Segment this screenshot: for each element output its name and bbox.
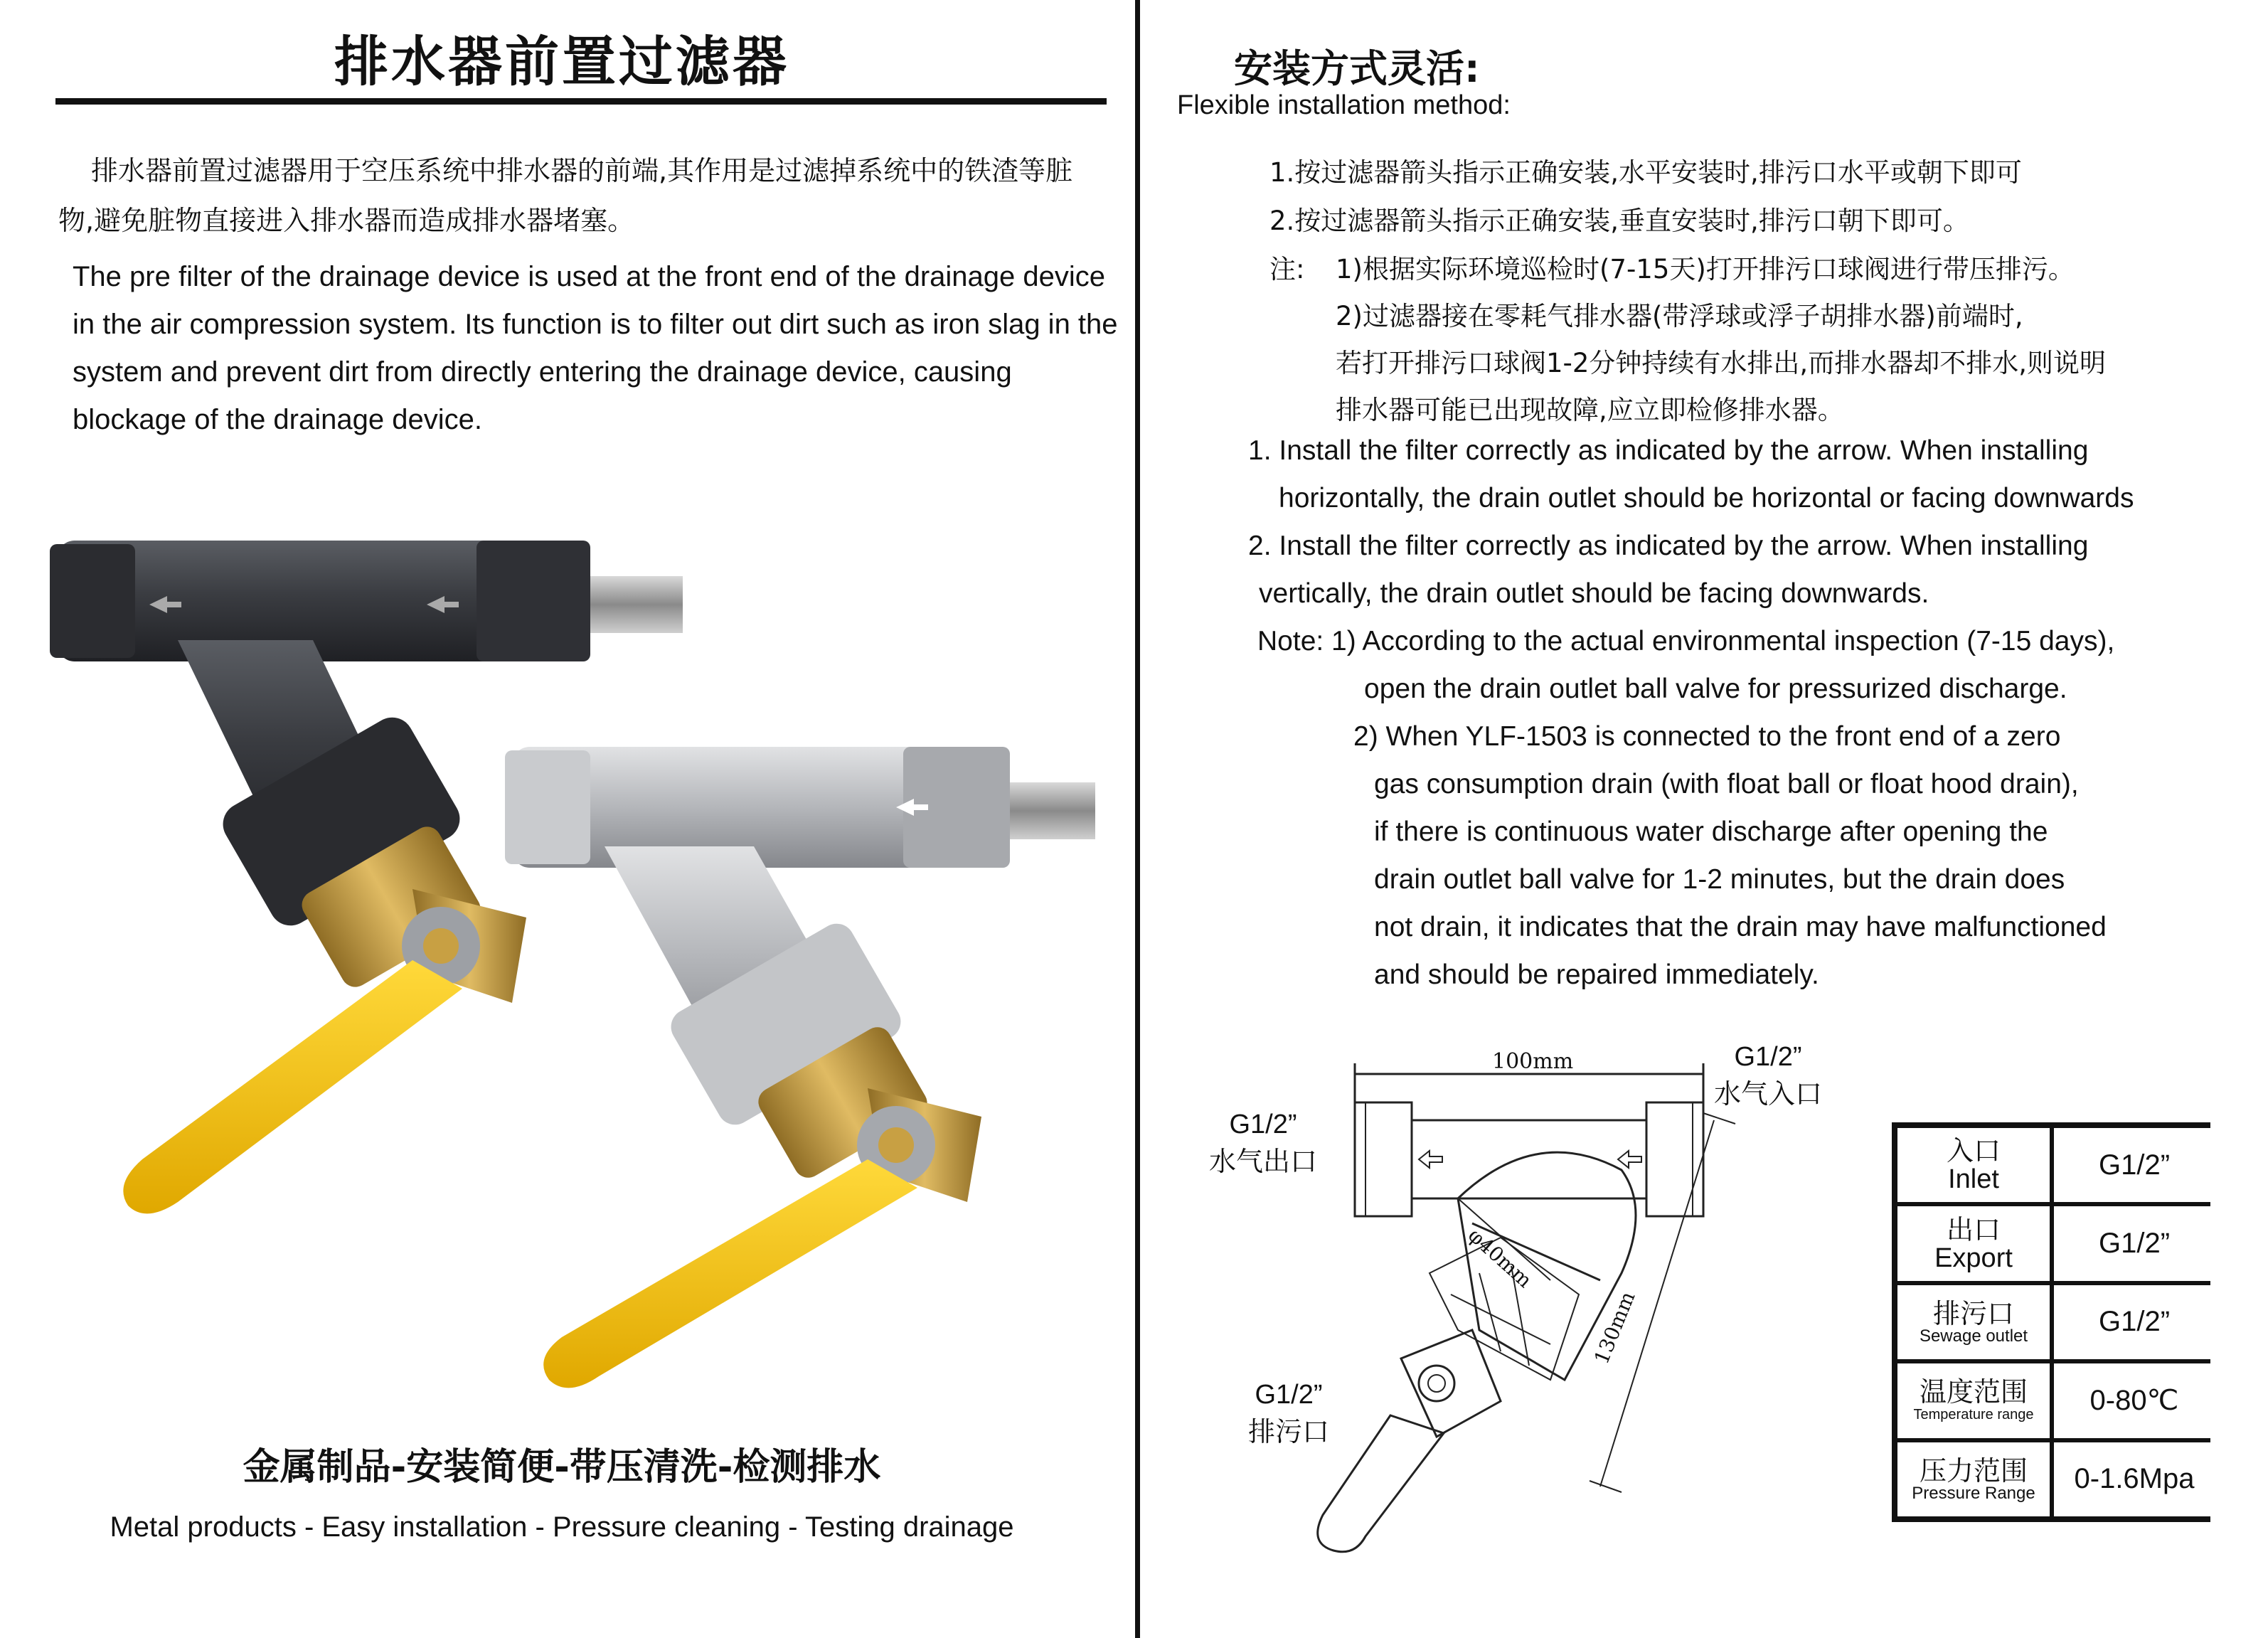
spec-label-cn: 温度范围 [1919,1376,2028,1408]
installation-title-cn: 安装方式灵活: [1234,46,1480,91]
cn-note-2b: 若打开排污口球阀1-2分钟持续有水排出,而排水器却不排水,则说明 [1336,348,2106,378]
technical-drawing [1266,1046,1792,1586]
spec-value-temperature [2054,1363,2215,1437]
spec-value-export [2054,1206,2215,1280]
spec-value: 0-80℃ [2089,1385,2179,1417]
spec-label-en: Export [1934,1243,2013,1273]
en-note-2f: and should be repaired immediately. [1374,959,1819,990]
spec-value: G1/2” [2098,1149,2171,1181]
dim-height-label: 130mm [1590,1288,1640,1368]
en-note-1b: open the drain outlet ball valve for pressurized discharge. [1364,674,2067,704]
ball-valve [1401,1330,1501,1437]
spec-value-pressure [2054,1442,2215,1516]
page-title: 排水器前置过滤器 [334,30,789,93]
outlet-size: G1/2” [1229,1110,1297,1139]
flow-arrow-icon [1419,1151,1442,1168]
spec-label-cn: 入口 [1946,1135,2001,1167]
cn-note-1: 1)根据实际环境巡检时(7-15天)打开排污口球阀进行带压排污。 [1336,254,2075,284]
en-note-2a: 2) When YLF-1503 is connected to the front end of a zero [1353,721,2061,752]
installation-title-en: Flexible installation method: [1177,90,1511,120]
cn-instruction-1: 1.按过滤器箭头指示正确安装,水平安装时,排污口水平或朝下即可 [1269,157,2022,188]
drain-callout [1248,1376,1329,1450]
spec-label-en: Temperature range [1913,1407,2034,1423]
en-instruction-1a: 1. Install the filter correctly as indicated by the arrow. When installing [1248,435,2089,466]
cn-instruction-2: 2.按过滤器箭头指示正确安装,垂直安装时,排污口朝下即可。 [1269,206,1969,236]
spec-label-export [1897,1206,2050,1280]
silver-filter [505,747,1095,1388]
en-note-2c: if there is continuous water discharge after opening the [1374,817,2048,847]
en-note-2e: not drain, it indicates that the drain may have malfunctioned [1374,912,2107,942]
spec-value: 0-1.6Mpa [2074,1463,2195,1495]
spec-table [1892,1122,2210,1522]
en-note-2b: gas consumption drain (with float ball or float hood drain), [1374,769,2079,799]
spec-label-en: Inlet [1948,1164,1999,1195]
inlet-size: G1/2” [1734,1042,1802,1072]
spec-label-inlet [1897,1128,2050,1202]
spec-value-inlet [2054,1128,2215,1202]
cn-note-label: 注: [1269,254,1305,284]
spec-label-en: Sewage outlet [1919,1326,2028,1346]
spec-label-sewage [1897,1285,2050,1359]
drain-label: 排污口 [1248,1416,1330,1447]
spec-label-cn: 排污口 [1932,1297,2014,1329]
valve-handle [1318,1415,1444,1552]
dark-filter [50,541,683,1213]
spec-label-cn: 压力范围 [1919,1454,2028,1487]
inlet-callout [1714,1038,1822,1112]
slogan-cn: 金属制品-安装简便-带压清洗-检测排水 [243,1446,881,1489]
spec-label-cn: 出口 [1946,1213,2001,1245]
inlet-label: 水气入口 [1714,1078,1823,1110]
cn-note-2c: 排水器可能已出现故障,应立即检修排水器。 [1336,395,1844,425]
spec-label-en: Pressure Range [1912,1483,2035,1503]
product-photo [43,519,1109,1422]
slogan-en: Metal products - Easy installation - Pressure cleaning - Testing drainage [110,1511,1014,1543]
flow-arrow-icon [1618,1151,1641,1168]
spec-label-pressure [1897,1442,2050,1516]
drain-size: G1/2” [1255,1380,1323,1410]
description-en: The pre filter of the drainage device is used at the front end of the drainage device in the air compression system. Its function is to filter out dirt such as iron slag in the system and prevent dirt from directly entering the drainage device, causing blockage of the drainage device. [73,261,1118,435]
outlet-fitting [1355,1102,1412,1216]
column-divider [1135,0,1140,1638]
outlet-callout [1209,1106,1317,1180]
en-instruction-2a: 2. Install the filter correctly as indicated by the arrow. When installing [1248,531,2089,561]
description-cn: 排水器前置过滤器用于空压系统中排水器的前端,其作用是过滤掉系统中的铁渣等脏物,避免脏物直接进入排水器而造成排水器堵塞。 [58,155,1073,236]
cn-note-2a: 2)过滤器接在零耗气排水器(带浮球或浮子胡排水器)前端时, [1336,301,2023,331]
en-note-2d: drain outlet ball valve for 1-2 minutes, but the drain does [1374,864,2065,895]
spec-label-temperature [1897,1363,2050,1437]
title-underline [55,98,1107,105]
dim-diameter-label: φ40mm [1463,1223,1537,1293]
en-instruction-2b: vertically, the drain outlet should be facing downwards. [1259,578,1929,609]
spec-value-sewage [2054,1285,2215,1359]
inlet-fitting [1646,1102,1703,1216]
outlet-label: 水气出口 [1209,1146,1318,1177]
spec-value: G1/2” [2098,1228,2171,1260]
dim-length-label: 100mm [1492,1049,1574,1074]
spec-value: G1/2” [2098,1306,2171,1338]
en-note-1a: Note: 1) According to the actual environmental inspection (7-15 days), [1257,626,2115,656]
en-instruction-1b: horizontally, the drain outlet should be horizontal or facing downwards [1279,483,2134,514]
